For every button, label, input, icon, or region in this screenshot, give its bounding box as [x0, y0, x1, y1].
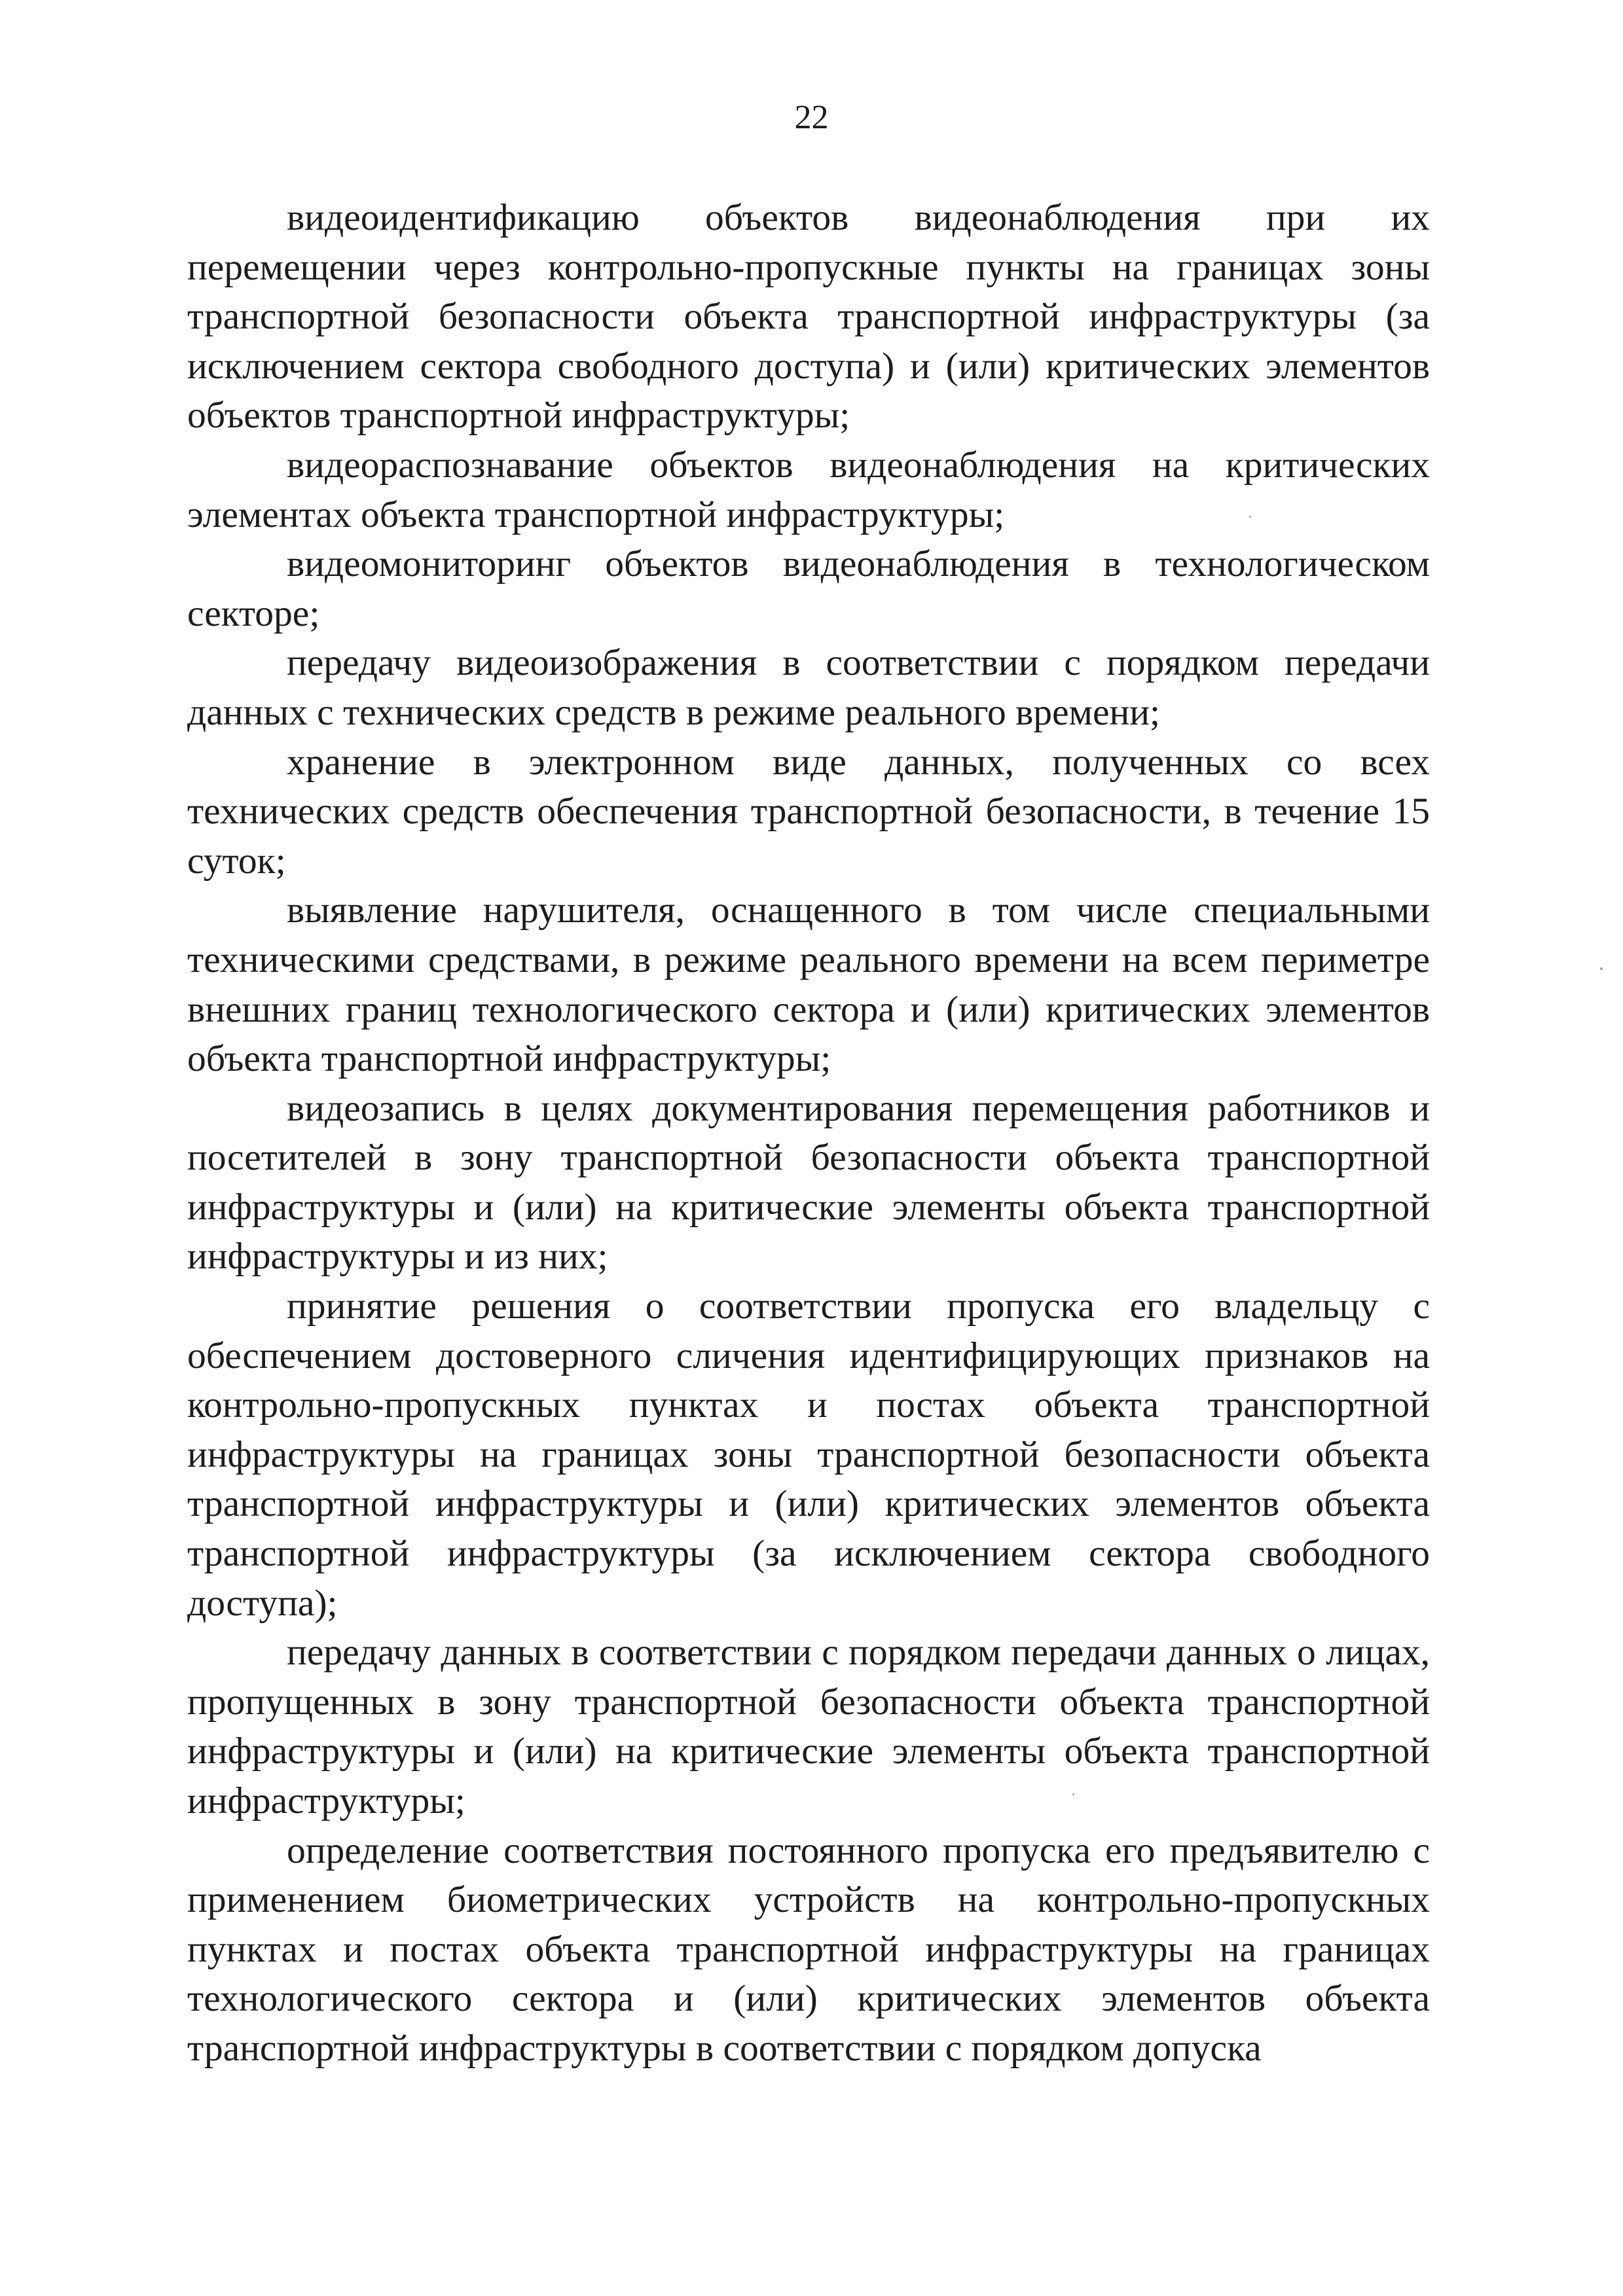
list-item-paragraph: выявление нарушителя, оснащенного в том числе специальными техническими средствами, в режиме реального времени на всем периметре внешних границ технологического сектора и (или) критических элементов объекта транспортной инфраструктуры; [187, 889, 1430, 1080]
list-item-paragraph: передачу видеоизображения в соответствии с порядком передачи данных с технических средств в режиме реального времени; [187, 642, 1430, 733]
list-item-paragraph: хранение в электронном виде данных, полученных со всех технических средств обеспечения транспортной безопасности, в течение 15 суток; [187, 741, 1430, 882]
scan-speck [1600, 967, 1603, 970]
list-item-paragraph: определение соответствия постоянного пропуска его предъявителю с применением биометрических устройств на контрольно-пропускных пунктах и постах объекта транспортной инфраструктуры на границах технологического сектора и (или) критических элементов объекта транспортной инфраструктуры в соответствии с порядком допуска [187, 1829, 1430, 2069]
list-item-paragraph: принятие решения о соответствии пропуска его владельцу с обеспечением достоверного сличения идентифицирующих признаков на контрольно-пропускных пунктах и постах объекта транспортной инфраструктуры на границах зоны транспортной безопасности объекта транспортной инфраструктуры и (или) критических элементов объекта транспортной инфраструктуры (за исключением сектора свободного доступа); [187, 1285, 1430, 1624]
list-item-paragraph: видеомониторинг объектов видеонаблюдения в технологическом секторе; [187, 543, 1430, 634]
list-item-paragraph: видеоидентификацию объектов видеонаблюдения при их перемещении через контрольно-пропускные пункты на границах зоны транспортной безопасности объекта транспортной инфраструктуры (за исключением сектора свободного доступа) и (или) критических элементов объектов транспортной инфраструктуры; [187, 197, 1430, 437]
list-item-paragraph: видеораспознавание объектов видеонаблюдения на критических элементах объекта транспортной инфраструктуры; [187, 444, 1430, 535]
list-item-paragraph: видеозапись в целях документирования перемещения работников и посетителей в зону транспортной безопасности объекта транспортной инфраструктуры и (или) на критические элементы объекта транспортной инфраструктуры и из них; [187, 1087, 1430, 1278]
page-number: 22 [794, 99, 829, 136]
document-body [187, 193, 1430, 2073]
scan-speck [1249, 516, 1251, 518]
list-item-paragraph: передачу данных в соответствии с порядком передачи данных о лицах, пропущенных в зону транспортной безопасности объекта транспортной инфраструктуры и (или) на критические элементы объекта транспортной инфраструктуры; [187, 1632, 1430, 1821]
scan-speck [1072, 1793, 1074, 1795]
